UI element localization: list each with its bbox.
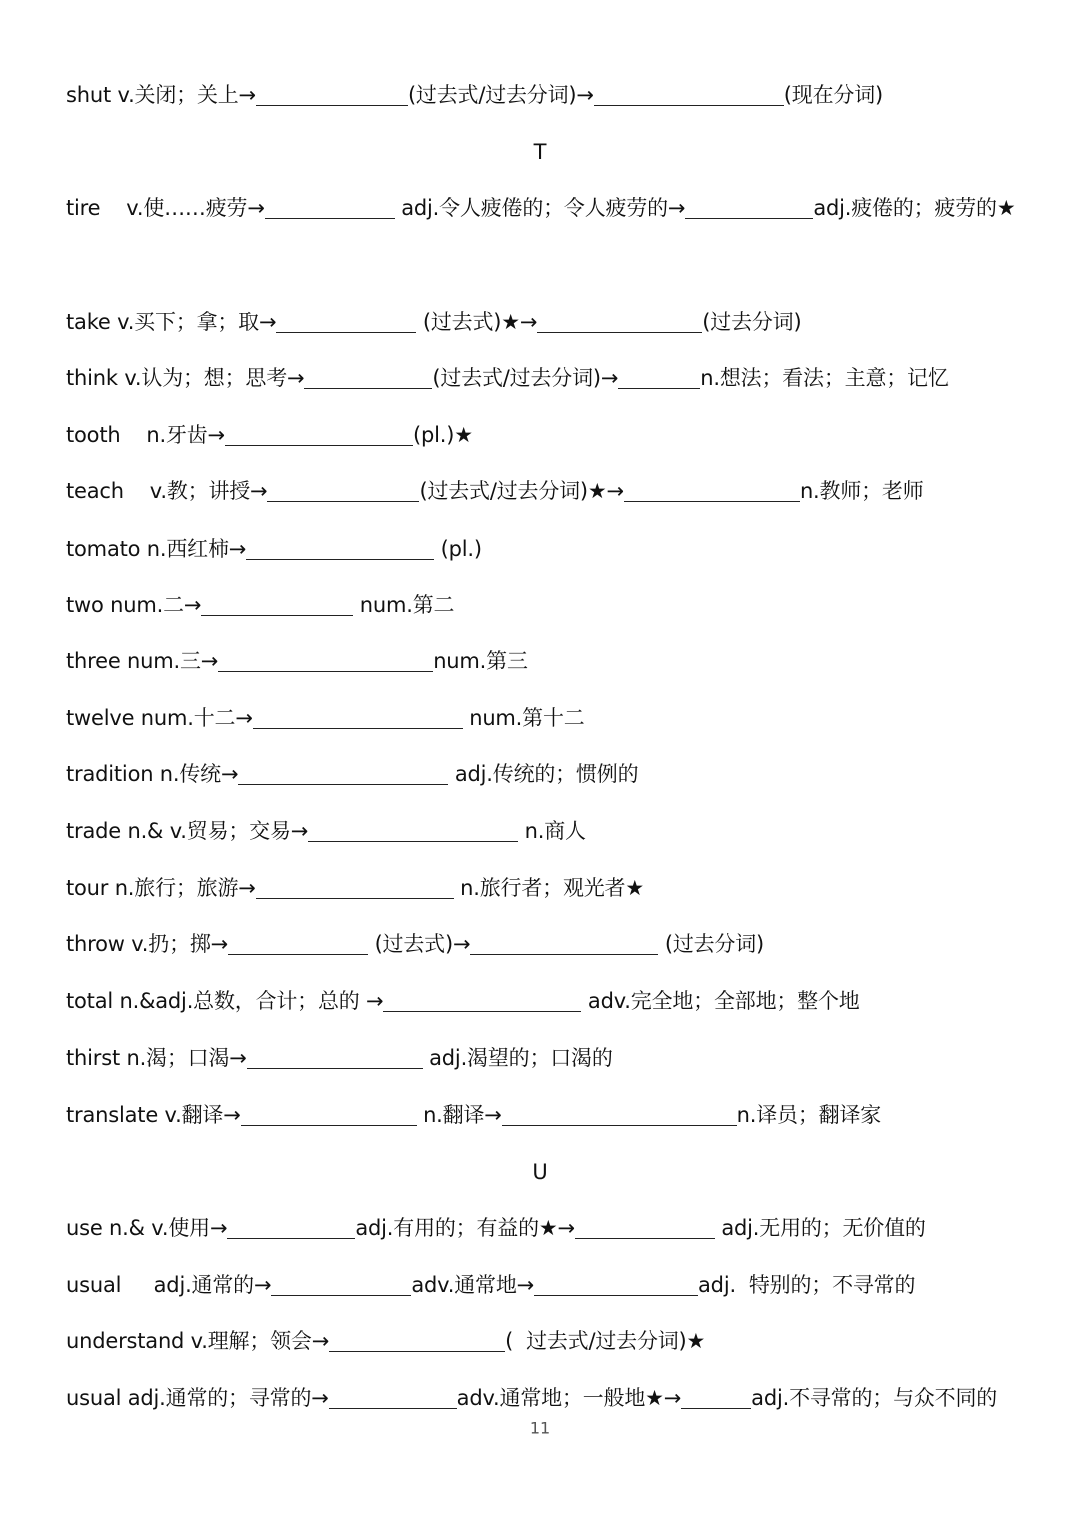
- entry-text: (现在分词): [783, 83, 883, 107]
- entry-text: (过去分词): [702, 310, 802, 334]
- entry-text: adj.疲倦的；疲劳的★: [813, 196, 1016, 220]
- vocabulary-entry: [66, 420, 1040, 450]
- vocabulary-entry: [66, 80, 1040, 110]
- vocabulary-entry: [66, 759, 1040, 789]
- vocabulary-entry: [66, 703, 1040, 733]
- entry-text: translate v.翻译→: [66, 1103, 241, 1127]
- fill-in-blank[interactable]: [470, 932, 658, 955]
- entry-text: (过去式/过去分词)→: [432, 366, 619, 390]
- entry-text: adj. 特别的；不寻常的: [698, 1273, 916, 1297]
- entry-text: twelve num.十二→: [66, 706, 253, 730]
- entry-text: shut v.关闭；关上→: [66, 83, 256, 107]
- entry-text: (过去式/过去分词)★→: [419, 479, 624, 503]
- entry-text: n.译员；翻译家: [736, 1103, 882, 1127]
- entry-text: thirst n.渴；口渴→: [66, 1046, 247, 1070]
- entry-text: adj.传统的；惯例的: [448, 762, 639, 786]
- entry-text: total n.&adj.总数，合计；总的 →: [66, 989, 384, 1013]
- entry-text: think v.认为；想；思考→: [66, 366, 305, 390]
- entry-text: (pl.): [434, 537, 482, 561]
- entry-text: tire v.使……疲劳→: [66, 196, 265, 220]
- entry-text: understand v.理解；领会→: [66, 1329, 330, 1353]
- fill-in-blank[interactable]: [276, 310, 416, 333]
- vocabulary-entry: [66, 193, 1040, 223]
- vocabulary-entry: [66, 873, 1040, 903]
- fill-in-blank[interactable]: [201, 593, 353, 616]
- entry-text: (过去式)★→: [416, 310, 538, 334]
- entry-text: tradition n.传统→: [66, 762, 239, 786]
- entry-text: adj.无用的；无价值的: [714, 1216, 926, 1240]
- entry-text: tomato n.西红柿→: [66, 537, 247, 561]
- fill-in-blank[interactable]: [246, 537, 434, 560]
- entry-text: (pl.)★: [412, 423, 473, 447]
- vocabulary-entry: [66, 1326, 1040, 1356]
- entry-text: two num.二→: [66, 593, 202, 617]
- section-letter-heading: U: [532, 1160, 548, 1184]
- fill-in-blank[interactable]: [271, 1273, 411, 1296]
- fill-in-blank[interactable]: [265, 196, 395, 219]
- fill-in-blank[interactable]: [227, 1216, 355, 1239]
- entry-text: (过去式/过去分词)→: [407, 83, 594, 107]
- entry-text: n.旅行者；观光者★: [453, 876, 644, 900]
- entry-text: usual adj.通常的→: [66, 1273, 272, 1297]
- fill-in-blank[interactable]: [218, 649, 433, 672]
- vocabulary-entry: [66, 307, 1040, 337]
- section-letter-heading: T: [533, 140, 547, 164]
- fill-in-blank[interactable]: [267, 479, 419, 502]
- entry-text: (过去式)→: [368, 932, 471, 956]
- fill-in-blank[interactable]: [329, 1329, 505, 1352]
- vocabulary-entry: [66, 929, 1040, 959]
- entry-text: num.第三: [433, 649, 528, 673]
- fill-in-blank[interactable]: [594, 83, 784, 106]
- fill-in-blank[interactable]: [308, 819, 518, 842]
- entry-text: ( 过去式/过去分词)★: [505, 1329, 706, 1353]
- entry-text: n.想法；看法；主意；记忆: [700, 366, 949, 390]
- vocabulary-entry: [66, 363, 1040, 393]
- fill-in-blank[interactable]: [304, 366, 432, 389]
- fill-in-blank[interactable]: [256, 83, 408, 106]
- fill-in-blank[interactable]: [537, 310, 702, 333]
- fill-in-blank[interactable]: [225, 423, 413, 446]
- entry-text: adj.令人疲倦的；令人疲劳的→: [394, 196, 686, 220]
- vocabulary-entry: [66, 816, 1040, 846]
- vocabulary-entry: [66, 1100, 1040, 1130]
- entry-text: trade n.& v.贸易；交易→: [66, 819, 309, 843]
- fill-in-blank[interactable]: [256, 876, 454, 899]
- fill-in-blank[interactable]: [383, 989, 581, 1012]
- entry-text: throw v.扔；掷→: [66, 932, 229, 956]
- vocabulary-entry: [66, 534, 1040, 564]
- fill-in-blank[interactable]: [681, 1386, 751, 1409]
- fill-in-blank[interactable]: [502, 1103, 737, 1126]
- vocabulary-entry: [66, 1270, 1040, 1300]
- entry-text: adv.通常地；一般地★→: [456, 1386, 682, 1410]
- fill-in-blank[interactable]: [228, 932, 368, 955]
- entry-text: n.商人: [518, 819, 586, 843]
- entry-text: adj.不寻常的；与众不同的: [751, 1386, 998, 1410]
- entry-text: three num.三→: [66, 649, 219, 673]
- entry-text: usual adj.通常的；寻常的→: [66, 1386, 329, 1410]
- vocabulary-entry: [66, 986, 1040, 1016]
- entry-text: adv.完全地；全部地；整个地: [581, 989, 860, 1013]
- fill-in-blank[interactable]: [241, 1103, 417, 1126]
- vocabulary-entry: [66, 646, 1040, 676]
- entry-text: n.教师；老师: [799, 479, 924, 503]
- fill-in-blank[interactable]: [575, 1216, 715, 1239]
- fill-in-blank[interactable]: [685, 196, 813, 219]
- fill-in-blank[interactable]: [253, 706, 463, 729]
- vocabulary-entry: [66, 1383, 1040, 1413]
- vocabulary-entry: [66, 1043, 1040, 1073]
- fill-in-blank[interactable]: [329, 1386, 457, 1409]
- vocabulary-entry: [66, 476, 1040, 506]
- entry-text: tooth n.牙齿→: [66, 423, 225, 447]
- fill-in-blank[interactable]: [238, 762, 448, 785]
- vocabulary-entry: [66, 590, 1040, 620]
- vocabulary-entry: [66, 1213, 1040, 1243]
- entry-text: num.第十二: [462, 706, 585, 730]
- page-number: 11: [529, 1418, 551, 1438]
- entry-text: adj.有用的；有益的★→: [355, 1216, 575, 1240]
- entry-text: use n.& v.使用→: [66, 1216, 228, 1240]
- entry-text: (过去分词): [658, 932, 765, 956]
- fill-in-blank[interactable]: [534, 1273, 698, 1296]
- entry-text: teach v.教；讲授→: [66, 479, 268, 503]
- fill-in-blank[interactable]: [247, 1046, 423, 1069]
- entry-text: take v.买下；拿；取→: [66, 310, 277, 334]
- entry-text: num.第二: [353, 593, 455, 617]
- entry-text: n.翻译→: [416, 1103, 502, 1127]
- entry-text: adj.渴望的；口渴的: [422, 1046, 613, 1070]
- entry-text: tour n.旅行；旅游→: [66, 876, 256, 900]
- fill-in-blank[interactable]: [618, 366, 700, 389]
- entry-text: adv.通常地→: [411, 1273, 535, 1297]
- fill-in-blank[interactable]: [624, 479, 800, 502]
